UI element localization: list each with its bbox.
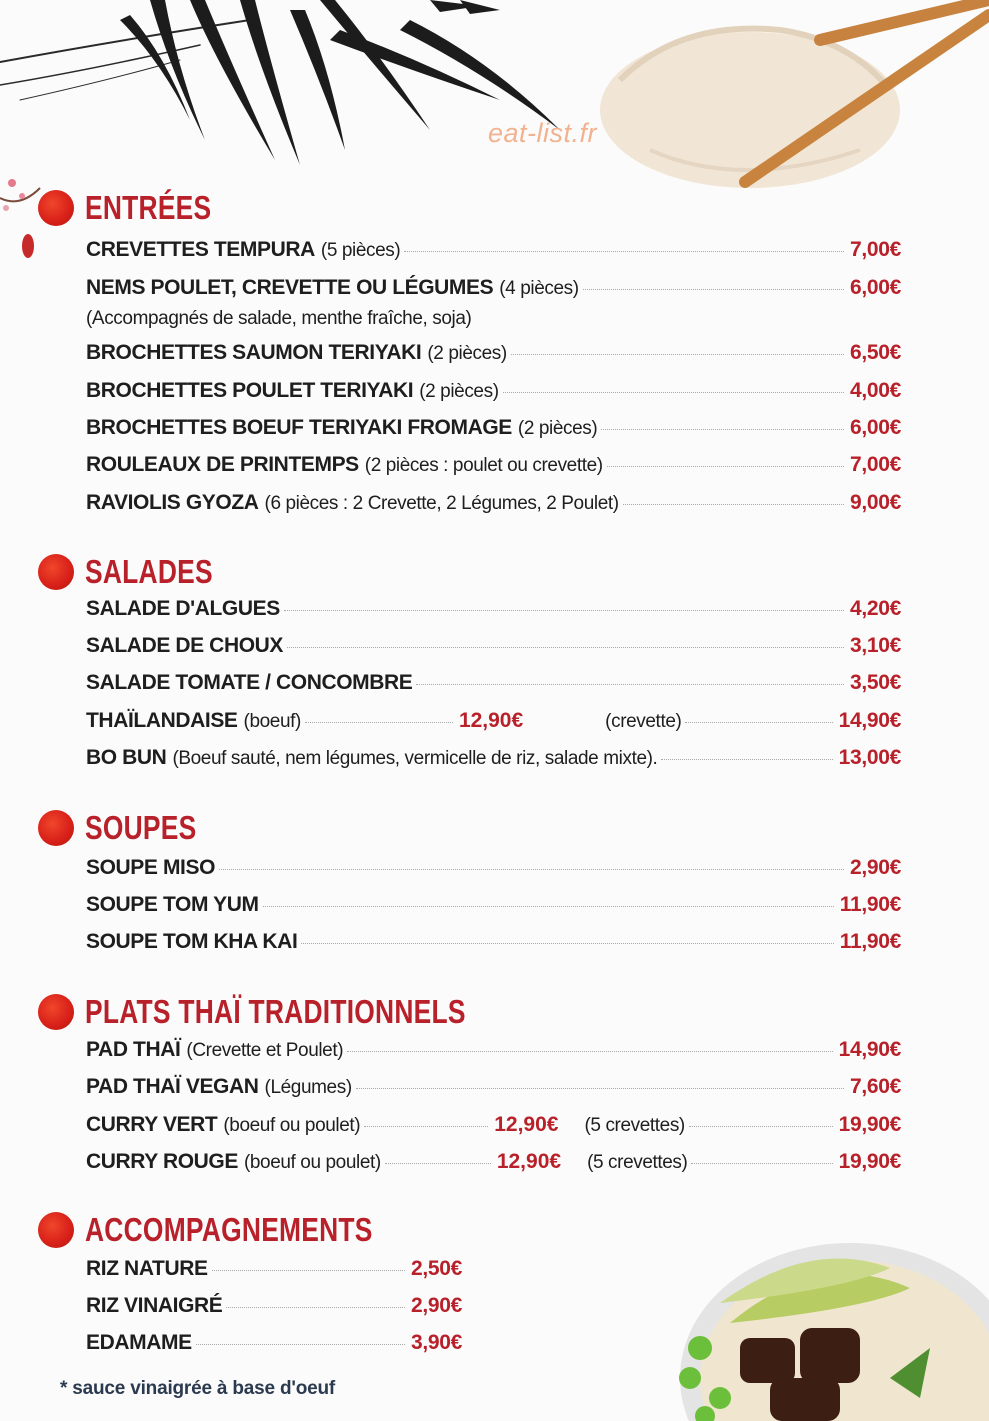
item-price: 14,90€ (838, 709, 901, 732)
section-soupes (38, 809, 224, 847)
menu-item (86, 1257, 462, 1289)
item-name: NEMS POULET, CREVETTE OU LÉGUMES (86, 276, 494, 299)
dotted-leader (404, 251, 844, 252)
red-dot-icon (38, 810, 74, 846)
item-name: SALADE D'ALGUES (86, 597, 280, 620)
dotted-leader (263, 906, 834, 907)
item-detail: (2 pièces) (427, 343, 507, 364)
item-name: SALADE TOMATE / CONCOMBRE (86, 671, 413, 694)
section-title: SALADES (85, 553, 213, 590)
dotted-leader (385, 1163, 491, 1164)
menu-item (86, 746, 901, 778)
dotted-leader (301, 943, 833, 944)
item-name: CURRY ROUGE (86, 1150, 238, 1173)
item-price: 19,90€ (838, 1113, 901, 1136)
dotted-leader (347, 1051, 832, 1052)
item-price: 6,50€ (849, 341, 901, 364)
item-detail: (4 pièces) (499, 278, 579, 299)
item-detail: (6 pièces : 2 Crevette, 2 Légumes, 2 Poulet) (264, 493, 619, 514)
item-price: 13,00€ (838, 746, 901, 769)
dotted-leader (661, 759, 832, 760)
item-name: CURRY VERT (86, 1113, 218, 1136)
item-detail-option: (5 crevettes) (584, 1115, 685, 1136)
menu-item (86, 893, 901, 925)
item-price: 4,20€ (849, 597, 901, 620)
menu-item (86, 597, 901, 629)
menu-item (86, 709, 901, 741)
dotted-leader (356, 1088, 844, 1089)
item-price: 3,50€ (849, 671, 901, 694)
footnote: * sauce vinaigrée à base d'oeuf (60, 1378, 335, 1399)
poke-bowl-illustration (660, 1228, 989, 1421)
item-note: (Accompagnés de salade, menthe fraîche, soja) (86, 308, 472, 329)
dotted-leader (305, 722, 453, 723)
item-price: 2,50€ (410, 1257, 462, 1280)
item-price: 14,90€ (838, 1038, 901, 1061)
item-name: SOUPE TOM YUM (86, 893, 259, 916)
item-name: RIZ NATURE (86, 1257, 208, 1280)
dotted-leader (607, 466, 844, 467)
item-detail: (Boeuf sauté, nem légumes, vermicelle de riz, salade mixte). (172, 748, 658, 769)
section-title: PLATS THAÏ TRADITIONNELS (85, 993, 466, 1030)
item-detail: (2 pièces) (517, 418, 598, 439)
menu-item (86, 856, 901, 888)
dotted-leader (503, 392, 844, 393)
item-price: 9,00€ (849, 491, 901, 514)
item-detail-option: (crevette) (605, 711, 682, 732)
menu-item (86, 1038, 901, 1070)
dotted-leader (601, 429, 844, 430)
dumpling-chopsticks-illustration (590, 0, 989, 220)
item-name: ROULEAUX DE PRINTEMPS (86, 453, 359, 476)
red-dot-icon (38, 1212, 74, 1248)
bamboo-illustration (0, 0, 620, 200)
menu-item (86, 491, 901, 523)
menu-item (86, 453, 901, 485)
item-name: SOUPE TOM KHA KAI (86, 930, 298, 953)
dotted-leader (511, 354, 844, 355)
item-detail: (2 pièces : poulet ou crevette) (364, 455, 603, 476)
dotted-leader (219, 869, 844, 870)
dotted-leader (689, 1126, 833, 1127)
menu-item (86, 1331, 462, 1363)
item-name: RAVIOLIS GYOZA (86, 491, 259, 514)
menu-item (86, 416, 901, 448)
menu-item (86, 671, 901, 703)
dotted-leader (685, 722, 832, 723)
item-name: BROCHETTES BOEUF TERIYAKI FROMAGE (86, 416, 512, 439)
item-name: RIZ VINAIGRÉ (86, 1294, 223, 1317)
item-price: 3,10€ (849, 634, 901, 657)
item-name: EDAMAME (86, 1331, 192, 1354)
item-price: 7,60€ (849, 1075, 901, 1098)
watermark: eat-list.fr (488, 118, 598, 148)
item-detail: (boeuf ou poulet) (223, 1115, 361, 1136)
item-price: 11,90€ (839, 930, 901, 953)
item-price: 4,00€ (849, 379, 901, 402)
item-price-option: 12,90€ (458, 709, 524, 732)
dotted-leader (691, 1163, 832, 1164)
item-name: SOUPE MISO (86, 856, 216, 879)
dotted-leader (226, 1307, 405, 1308)
item-name: BROCHETTES POULET TERIYAKI (86, 379, 414, 402)
menu-item (86, 1113, 901, 1145)
menu-item (86, 1075, 901, 1107)
red-dot-icon (38, 190, 74, 226)
item-name: BROCHETTES SAUMON TERIYAKI (86, 341, 422, 364)
item-detail: (2 pièces) (419, 381, 499, 402)
section-plats (38, 993, 561, 1031)
menu-item (86, 238, 901, 270)
dotted-leader (212, 1270, 405, 1271)
item-price: 3,90€ (410, 1331, 462, 1354)
item-name: SALADE DE CHOUX (86, 634, 284, 657)
item-detail-option: (5 crevettes) (587, 1152, 688, 1173)
menu-item (86, 276, 901, 308)
section-salades (38, 553, 245, 591)
item-price: 6,00€ (849, 416, 901, 439)
item-detail: (boeuf ou poulet) (243, 1152, 381, 1173)
item-name: BO BUN (86, 746, 167, 769)
item-detail: (Légumes) (264, 1077, 352, 1098)
dotted-leader (196, 1344, 405, 1345)
section-title: SOUPES (85, 809, 197, 846)
item-name: THAÏLANDAISE (86, 709, 238, 732)
red-dot-icon (38, 554, 74, 590)
item-price-option: 12,90€ (496, 1150, 562, 1173)
section-accompagnements (38, 1211, 445, 1249)
item-detail: (5 pièces) (320, 240, 401, 261)
item-price: 19,90€ (838, 1150, 901, 1173)
menu-item (86, 379, 901, 411)
item-price: 11,90€ (839, 893, 901, 916)
dotted-leader (623, 504, 844, 505)
item-price: 6,00€ (849, 276, 901, 299)
section-title: ENTRÉES (85, 189, 212, 226)
section-entrees (38, 189, 243, 227)
item-price: 2,90€ (410, 1294, 462, 1317)
menu-item (86, 1294, 462, 1326)
dotted-leader (284, 610, 844, 611)
item-price-option: 12,90€ (494, 1113, 559, 1136)
item-price: 7,00€ (849, 238, 901, 261)
item-detail: (boeuf) (243, 711, 301, 732)
item-name: PAD THAÏ VEGAN (86, 1075, 259, 1098)
item-name: CREVETTES TEMPURA (86, 238, 315, 261)
dotted-leader (287, 647, 844, 648)
item-detail: (Crevette et Poulet) (186, 1040, 344, 1061)
menu-item (86, 341, 901, 373)
dotted-leader (583, 289, 844, 290)
menu-item (86, 634, 901, 666)
dotted-leader (364, 1126, 488, 1127)
section-title: ACCOMPAGNEMENTS (85, 1211, 373, 1248)
item-price: 7,00€ (849, 453, 901, 476)
item-name: PAD THAÏ (86, 1038, 181, 1061)
dotted-leader (416, 684, 844, 685)
red-dot-icon (38, 994, 74, 1030)
menu-item (86, 1150, 901, 1182)
item-price: 2,90€ (849, 856, 901, 879)
menu-item (86, 930, 901, 962)
